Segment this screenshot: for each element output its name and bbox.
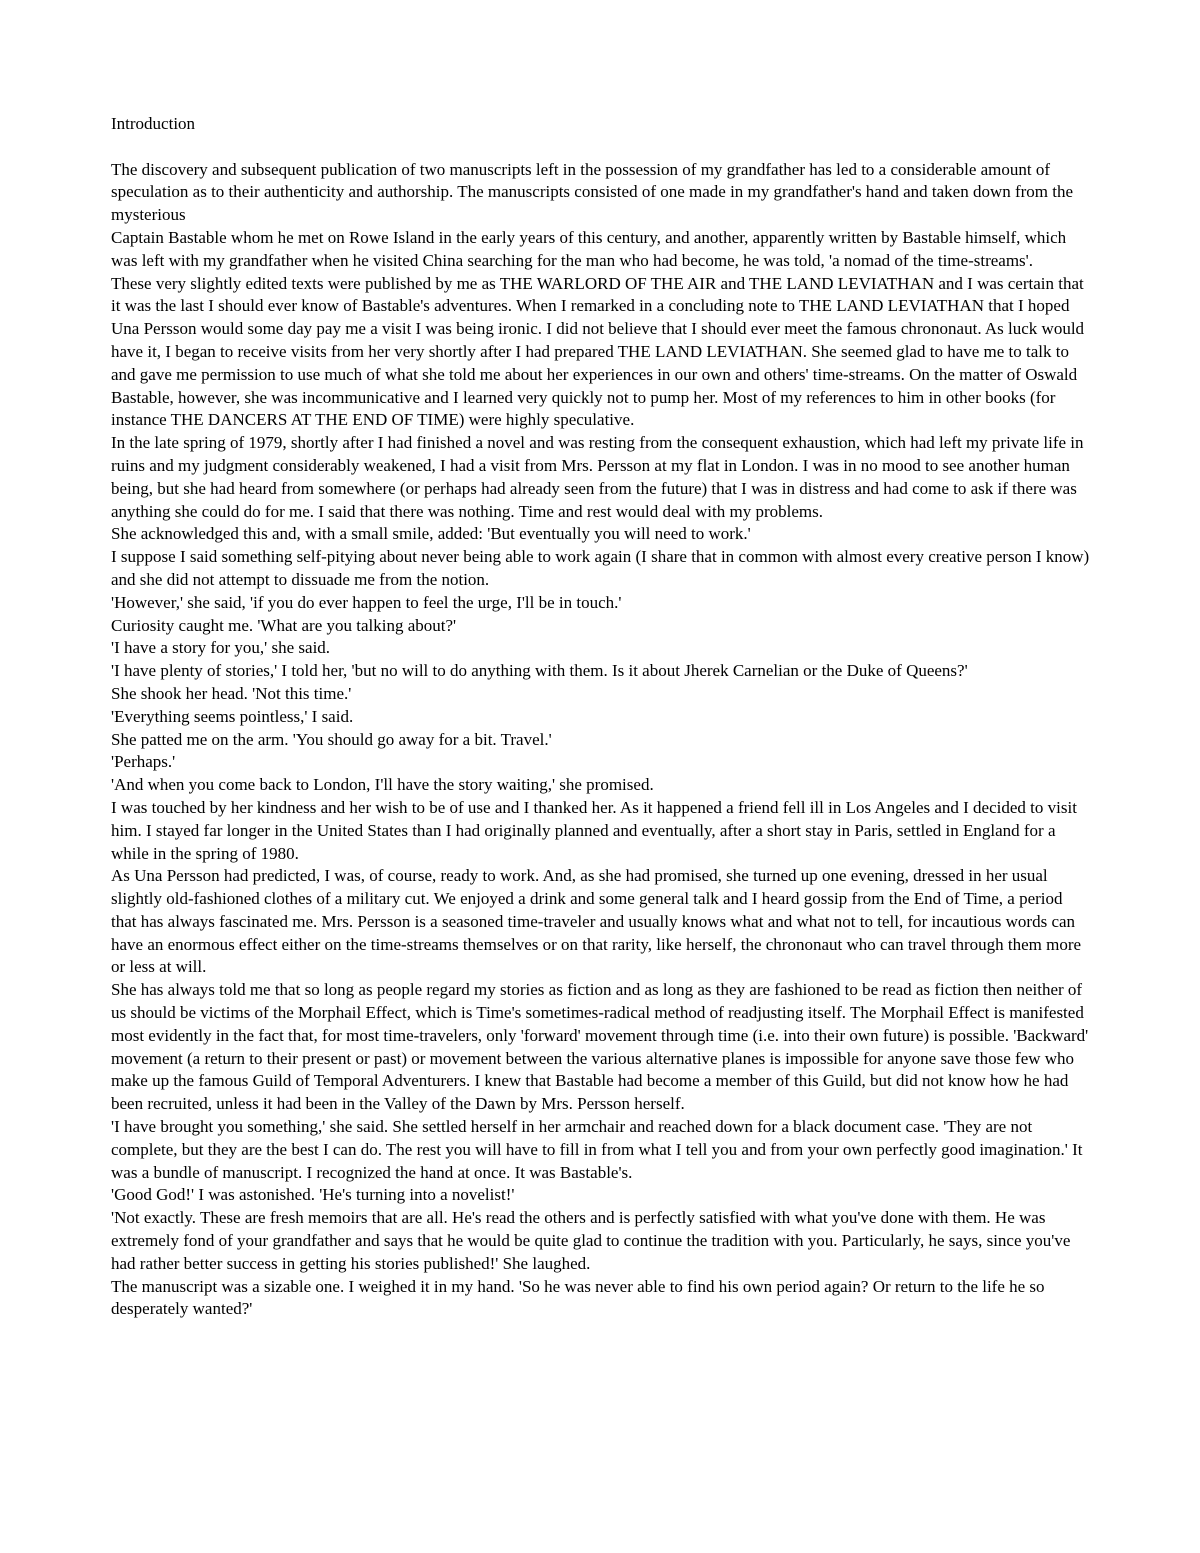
paragraph: The manuscript was a sizable one. I weighed it in my hand. 'So he was never able to find his own period again? Or return to the life he so desperately wanted?' <box>111 1276 1045 1319</box>
paragraph: She shook her head. 'Not this time.' <box>111 683 352 703</box>
paragraph: 'Perhaps.' <box>111 752 176 772</box>
paragraph: Captain Bastable whom he met on Rowe Island in the early years of this century, and another, apparently written by Bastable himself, which was left with my grandfather when he visited China searching for the man who had become, he was told, 'a nomad of the time-streams'. <box>111 227 1067 270</box>
paragraph: 'I have brought you something,' she said. She settled herself in her armchair and reached down for a black document case. 'They are not complete, but they are the best I can do. The rest you will have to fill in from what I tell you and from your own perfectly good imagination.' It was a bundle of manuscript. I recognized the hand at once. It was Bastable's. <box>111 1117 1083 1182</box>
paragraph: These very slightly edited texts were published by me as THE WARLORD OF THE AIR and THE LAND LEVIATHAN and I was certain that it was the last I should ever know of Bastable's adventures. When I remarked in a concluding note to THE LAND LEVIATHAN that I hoped Una Persson would some day pay me a visit I was being ironic. I did not believe that I should ever meet the famous chrononaut. As luck would have it, I began to receive visits from her very shortly after I had prepared THE LAND LEVIATHAN. She seemed glad to have me to talk to and gave me permission to use much of what she told me about her experiences in our own and others' time-streams. On the matter of Oswald Bastable, however, she was incommunicative and I learned very quickly not to pump her. Most of my references to him in other books (for instance THE DANCERS AT THE END OF TIME) were highly speculative. <box>111 273 1085 430</box>
paragraph: As Una Persson had predicted, I was, of course, ready to work. And, as she had promised, she turned up one evening, dressed in her usual slightly old-fashioned clothes of a military cut. We enjoyed a drink and some general talk and I heard gossip from the End of Time, a period that has always fascinated me. Mrs. Persson is a seasoned time-traveler and usually knows what and what not to tell, for incautious words can have an enormous effect either on the time-streams themselves or on that rarity, like herself, the chrononaut who can travel through them more or less at will. <box>111 866 1082 977</box>
paragraph: 'Good God!' I was astonished. 'He's turning into a novelist!' <box>111 1185 515 1205</box>
paragraph: In the late spring of 1979, shortly after I had finished a novel and was resting from the consequent exhaustion, which had left my private life in ruins and my judgment considerably weakened, I had a visit from Mrs. Persson at my flat in London. I was in no mood to see another human being, but she had heard from somewhere (or perhaps had already seen from the future) that I was in distress and had come to ask if there was anything she could do for me. I said that there was nothing. Time and rest would deal with my problems. <box>111 433 1084 521</box>
paragraph: 'However,' she said, 'if you do ever happen to feel the urge, I'll be in touch.' <box>111 592 622 612</box>
paragraph: Curiosity caught me. 'What are you talking about?' <box>111 615 457 635</box>
paragraph: She has always told me that so long as people regard my stories as fiction and as long as they are fashioned to be read as fiction then neither of us should be victims of the Morphail Effect, which is Time's sometimes-radical method of readjusting itself. The Morphail Effect is manifested most evidently in the fact that, for most time-travelers, only 'forward' movement through time (i.e. into their own future) is possible. 'Backward' movement (a return to their present or past) or movement between the various alternative planes is impossible for anyone save those few who make up the famous Guild of Temporal Adventurers. I knew that Bastable had become a member of this Guild, but did not know how he had been recruited, unless it had been in the Valley of the Dawn by Mrs. Persson herself. <box>111 980 1089 1114</box>
paragraph: 'I have plenty of stories,' I told her, 'but no will to do anything with them. Is it about Jherek Carnelian or the Duke of Queens?' <box>111 661 968 681</box>
paragraph: 'And when you come back to London, I'll have the story waiting,' she promised. <box>111 775 654 795</box>
document-page <box>111 113 1091 1321</box>
paragraph: 'Not exactly. These are fresh memoirs that are all. He's read the others and is perfectly satisfied with what you've done with them. He was extremely fond of your grandfather and says that he would be quite glad to continue the tradition with you. Particularly, he says, since you've had rather better success in getting his stories published!' She laughed. <box>111 1208 1071 1273</box>
paragraph: 'Everything seems pointless,' I said. <box>111 706 354 726</box>
section-heading: Introduction <box>111 114 196 133</box>
paragraph: I suppose I said something self-pitying about never being able to work again (I share that in common with almost every creative person I know) and she did not attempt to dissuade me from the notion. <box>111 547 1090 589</box>
paragraph: She patted me on the arm. 'You should go away for a bit. Travel.' <box>111 729 552 749</box>
paragraph: She acknowledged this and, with a small smile, added: 'But eventually you will need to work.' <box>111 524 751 544</box>
paragraph: 'I have a story for you,' she said. <box>111 638 331 658</box>
paragraph: The discovery and subsequent publication of two manuscripts left in the possession of my grandfather has led to a considerable amount of speculation as to their authenticity and authorship. The manuscripts consisted of one made in my grandfather's hand and taken down from the mysterious <box>111 159 1074 225</box>
paragraph: I was touched by her kindness and her wish to be of use and I thanked her. As it happened a friend fell ill in Los Angeles and I decided to visit him. I stayed far longer in the United States than I had originally planned and eventually, after a short stay in Paris, settled in England for a while in the spring of 1980. <box>111 797 1077 863</box>
